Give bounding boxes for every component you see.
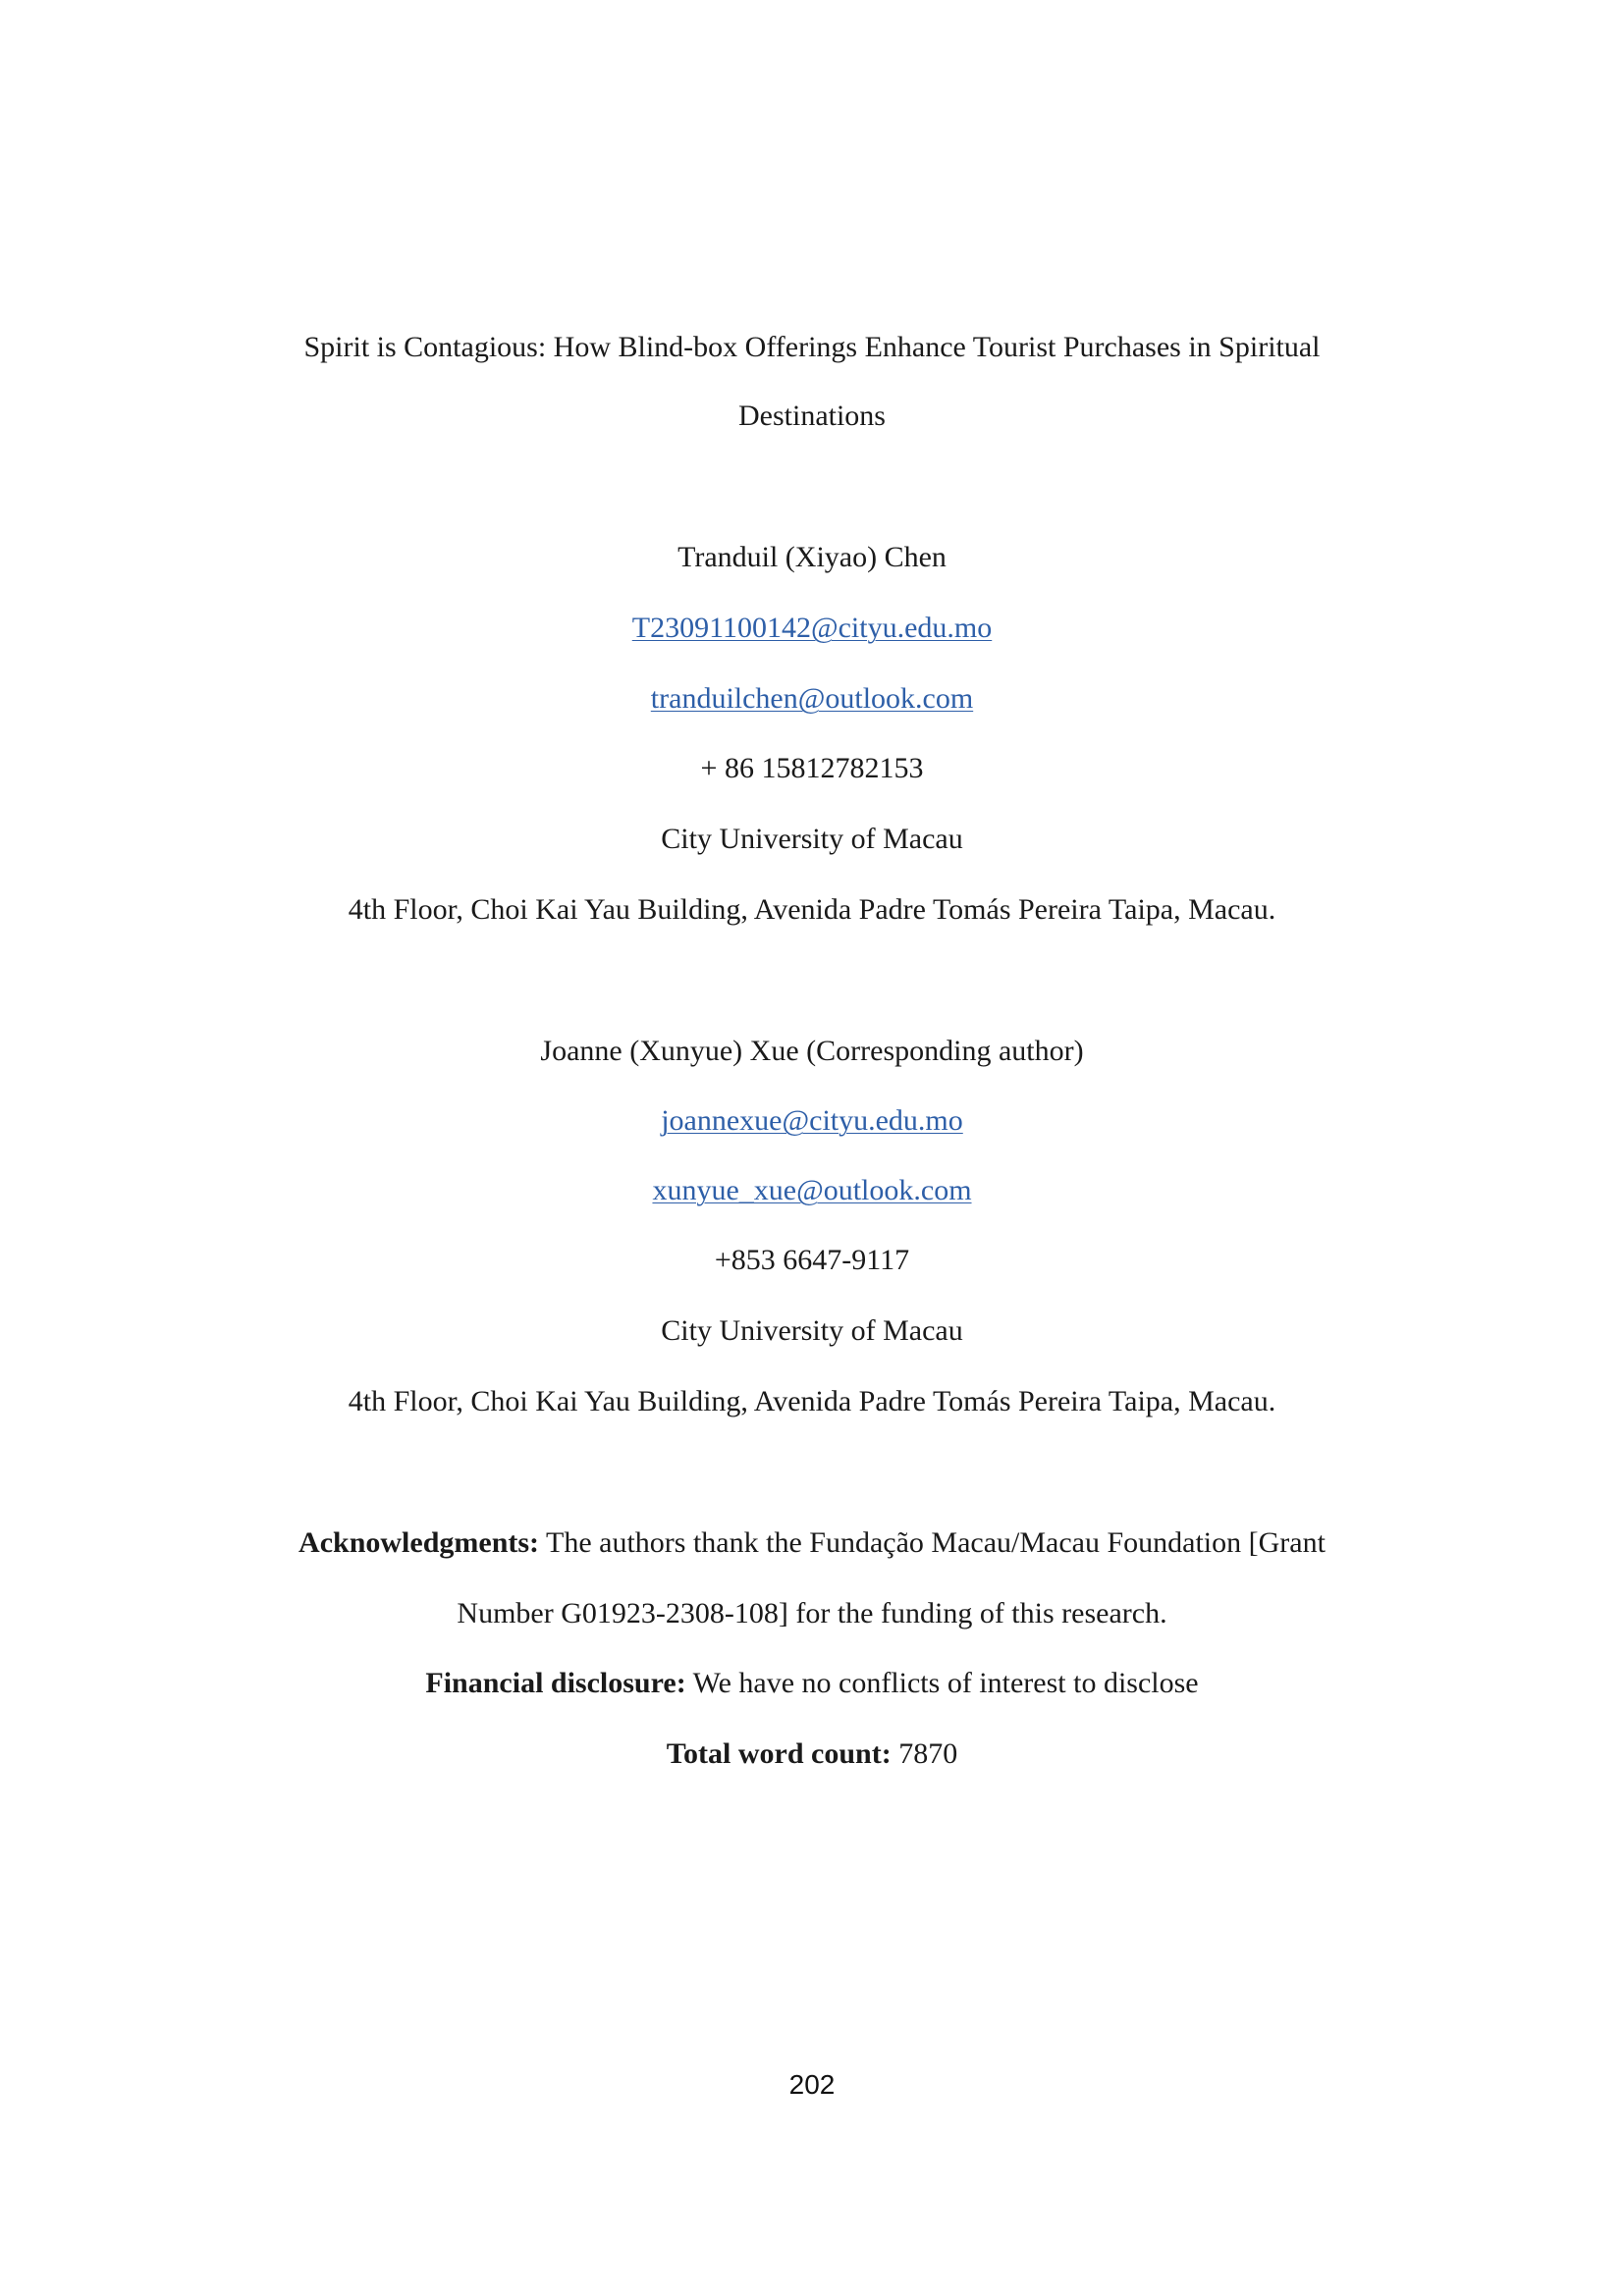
- author-2-email-1-row: [0, 1103, 1624, 1139]
- author-1-address: 4th Floor, Choi Kai Yau Building, Avenida Padre Tomás Pereira Taipa, Macau.: [348, 893, 1276, 926]
- financial-disclosure: [0, 1666, 1624, 1701]
- author-1-email-2-link[interactable]: tranduilchen@outlook.com: [650, 682, 974, 715]
- author-2-email-1-link[interactable]: joannexue@cityu.edu.mo: [661, 1104, 963, 1137]
- acknowledgments-label: Acknowledgments:: [298, 1526, 540, 1559]
- author-2-email-2-row: [0, 1173, 1624, 1208]
- author-2-affiliation: City University of Macau: [661, 1314, 963, 1347]
- paper-title-line-2: Destinations: [738, 400, 886, 432]
- page-number: 202: [788, 2069, 836, 2100]
- author-2-phone: +853 6647-9117: [714, 1244, 910, 1276]
- acknowledgments-line-1: [0, 1525, 1624, 1561]
- author-1-affiliation: City University of Macau: [661, 823, 963, 855]
- financial-disclosure-text: We have no conflicts of interest to disclose: [685, 1667, 1199, 1699]
- acknowledgments-text-1: The authors thank the Fundação Macau/Macau Foundation [Grant: [539, 1526, 1326, 1559]
- word-count: [0, 1736, 1624, 1772]
- author-1-phone: + 86 15812782153: [700, 752, 924, 784]
- financial-disclosure-label: Financial disclosure:: [425, 1667, 686, 1699]
- author-2-email-2-link[interactable]: xunyue_xue@outlook.com: [652, 1174, 972, 1206]
- author-1-email-1-row: [0, 611, 1624, 646]
- acknowledgments-line-2: Number G01923-2308-108] for the funding of this research.: [457, 1597, 1167, 1629]
- word-count-label: Total word count:: [666, 1737, 892, 1770]
- author-1-email-2-row: [0, 681, 1624, 717]
- author-2-name: Joanne (Xunyue) Xue (Corresponding author): [540, 1035, 1084, 1067]
- author-1-email-1-link[interactable]: T23091100142@cityu.edu.mo: [631, 612, 993, 644]
- paper-title-line-1: Spirit is Contagious: How Blind-box Offerings Enhance Tourist Purchases in Spiritual: [303, 331, 1321, 363]
- author-2-address: 4th Floor, Choi Kai Yau Building, Avenida Padre Tomás Pereira Taipa, Macau.: [348, 1385, 1276, 1417]
- author-1-name: Tranduil (Xiyao) Chen: [677, 541, 947, 573]
- word-count-value: 7870: [891, 1737, 958, 1770]
